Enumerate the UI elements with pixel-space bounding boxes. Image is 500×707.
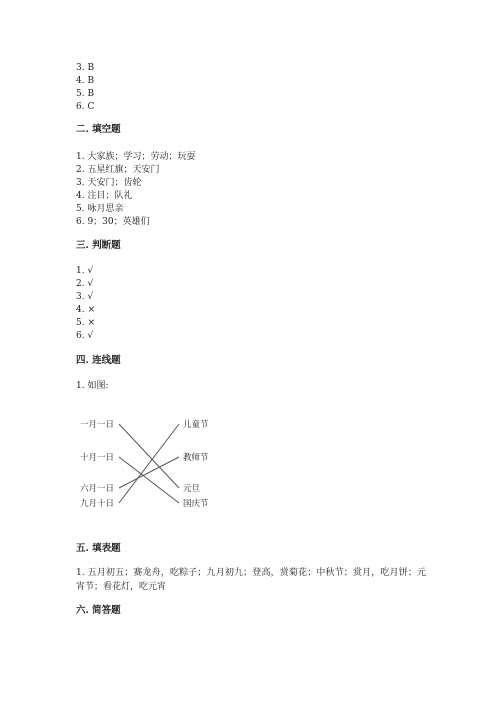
matching-intro: 1. 如图:: [76, 381, 109, 391]
choice-answer-5: 5. B: [76, 89, 95, 99]
section-heading-judge: 三. 判断题: [76, 240, 121, 251]
right-festival-label: 国庆节: [183, 499, 209, 509]
section-heading-fill-blank: 二. 填空题: [76, 124, 121, 135]
left-date-label: 九月十日: [80, 499, 115, 509]
judge-item: 3. √: [76, 292, 94, 302]
choice-answer-4: 4. B: [76, 76, 95, 86]
left-date-label: 一月一日: [80, 420, 115, 430]
judge-item: 5. ×: [76, 318, 95, 328]
section-heading-matching: 四. 连线题: [76, 355, 121, 366]
table-fill-answer: 1. 五月初五；赛龙舟，吃粽子；九月初九；登高，赏菊花；中秋节；赏月，吃月饼；元宵节；看花灯，吃元宵: [76, 568, 426, 592]
section-heading-table-fill: 五. 填表题: [76, 543, 121, 554]
right-festival-label: 元旦: [183, 484, 201, 494]
matching-connector-line: [119, 424, 179, 488]
judge-item: 4. ×: [76, 305, 95, 315]
choice-answer-6: 6. C: [76, 102, 95, 112]
fill-blank-item: 4. 注目；队礼: [76, 191, 133, 201]
left-date-label: 六月一日: [80, 484, 115, 494]
matching-diagram: [72, 412, 232, 516]
matching-connector-line: [119, 457, 179, 488]
right-festival-label: 教师节: [183, 453, 209, 463]
judge-item: 6. √: [76, 331, 94, 341]
judge-item: 1. √: [76, 266, 94, 276]
fill-blank-item: 2. 五星红旗；天安门: [76, 165, 160, 175]
fill-blank-item: 6. 9；30；英雄们: [76, 217, 150, 227]
left-date-label: 十月一日: [80, 453, 115, 463]
fill-blank-item: 1. 大家族；学习；劳动；玩耍: [76, 152, 196, 162]
section-heading-short-answer: 六. 简答题: [76, 605, 121, 616]
right-festival-label: 儿童节: [183, 420, 209, 430]
choice-answer-3: 3. B: [76, 63, 95, 73]
fill-blank-item: 5. 咏月思亲: [76, 204, 124, 214]
fill-blank-item: 3. 天安门；齿轮: [76, 178, 142, 188]
judge-item: 2. √: [76, 279, 94, 289]
